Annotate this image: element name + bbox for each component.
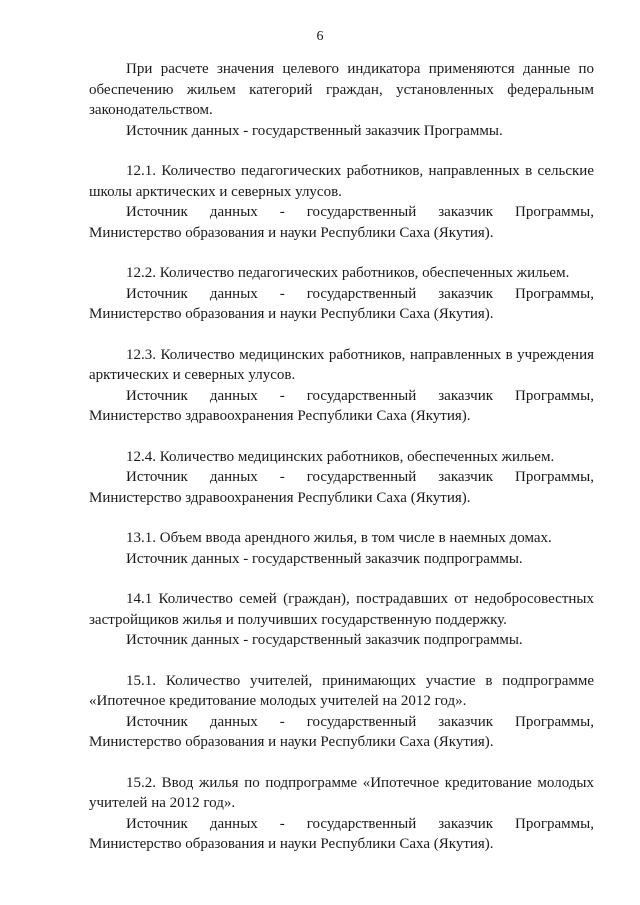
paragraph-item-12-3-source: Источник данных - государственный заказчик Программы, Министерство здравоохранения Республики Саха (Якутия).: [89, 387, 594, 424]
paragraph-data-source: Источник данных - государственный заказчик Программы.: [126, 122, 503, 139]
paragraph-item-13-1: 13.1. Объем ввода арендного жилья, в том числе в наемных домах.: [126, 530, 552, 546]
paragraph-item-14-1: 14.1 Количество семей (граждан), пострадавших от недобросовестных застройщиков жилья и получивших государственную поддержку.: [89, 591, 594, 628]
paragraph-item-12-4-source: Источник данных - государственный заказчик Программы, Министерство здравоохранения Республики Саха (Якутия).: [89, 469, 594, 506]
paragraph-item-12-4: 12.4. Количество медицинских работников, обеспеченных жильем.: [126, 448, 555, 465]
paragraph-item-12-3: 12.3. Количество медицинских работников, направленных в учреждения арктических и северных улусов.: [89, 346, 594, 383]
document-body: [89, 59, 594, 855]
paragraph-item-15-1-source: Источник данных - государственный заказчик Программы, Министерство образования и науки Республики Саха (Якутия).: [89, 713, 594, 750]
paragraph-item-12-1-source: Источник данных - государственный заказчик Программы, Министерство образования и науки Республики Саха (Якутия).: [89, 204, 594, 241]
paragraph-item-12-1: 12.1. Количество педагогических работников, направленных в сельские школы арктических и северных улусов.: [89, 163, 594, 200]
page-number: 6: [316, 29, 324, 44]
paragraph-item-15-1: 15.1. Количество учителей, принимающих участие в подпрограмме «Ипотечное кредитование молодых учителей на 2012 год».: [89, 672, 594, 709]
paragraph-indicator-data-note: При расчете значения целевого индикатора применяются данные по обеспечению жильем категорий граждан, установленных федеральным законодательством.: [89, 61, 594, 118]
paragraph-item-12-2: 12.2. Количество педагогических работников, обеспеченных жильем.: [126, 265, 570, 281]
paragraph-item-14-1-source: Источник данных - государственный заказчик подпрограммы.: [126, 632, 523, 648]
paragraph-item-15-2-source: Источник данных - государственный заказчик Программы, Министерство образования и науки Республики Саха (Якутия).: [89, 815, 594, 852]
paragraph-item-13-1-source: Источник данных - государственный заказчик подпрограммы.: [126, 550, 523, 567]
paragraph-item-15-2: 15.2. Ввод жилья по подпрограмме «Ипотечное кредитование молодых учителей на 2012 год».: [89, 774, 594, 811]
paragraph-item-12-2-source: Источник данных - государственный заказчик Программы, Министерство образования и науки Республики Саха (Якутия).: [89, 285, 594, 322]
